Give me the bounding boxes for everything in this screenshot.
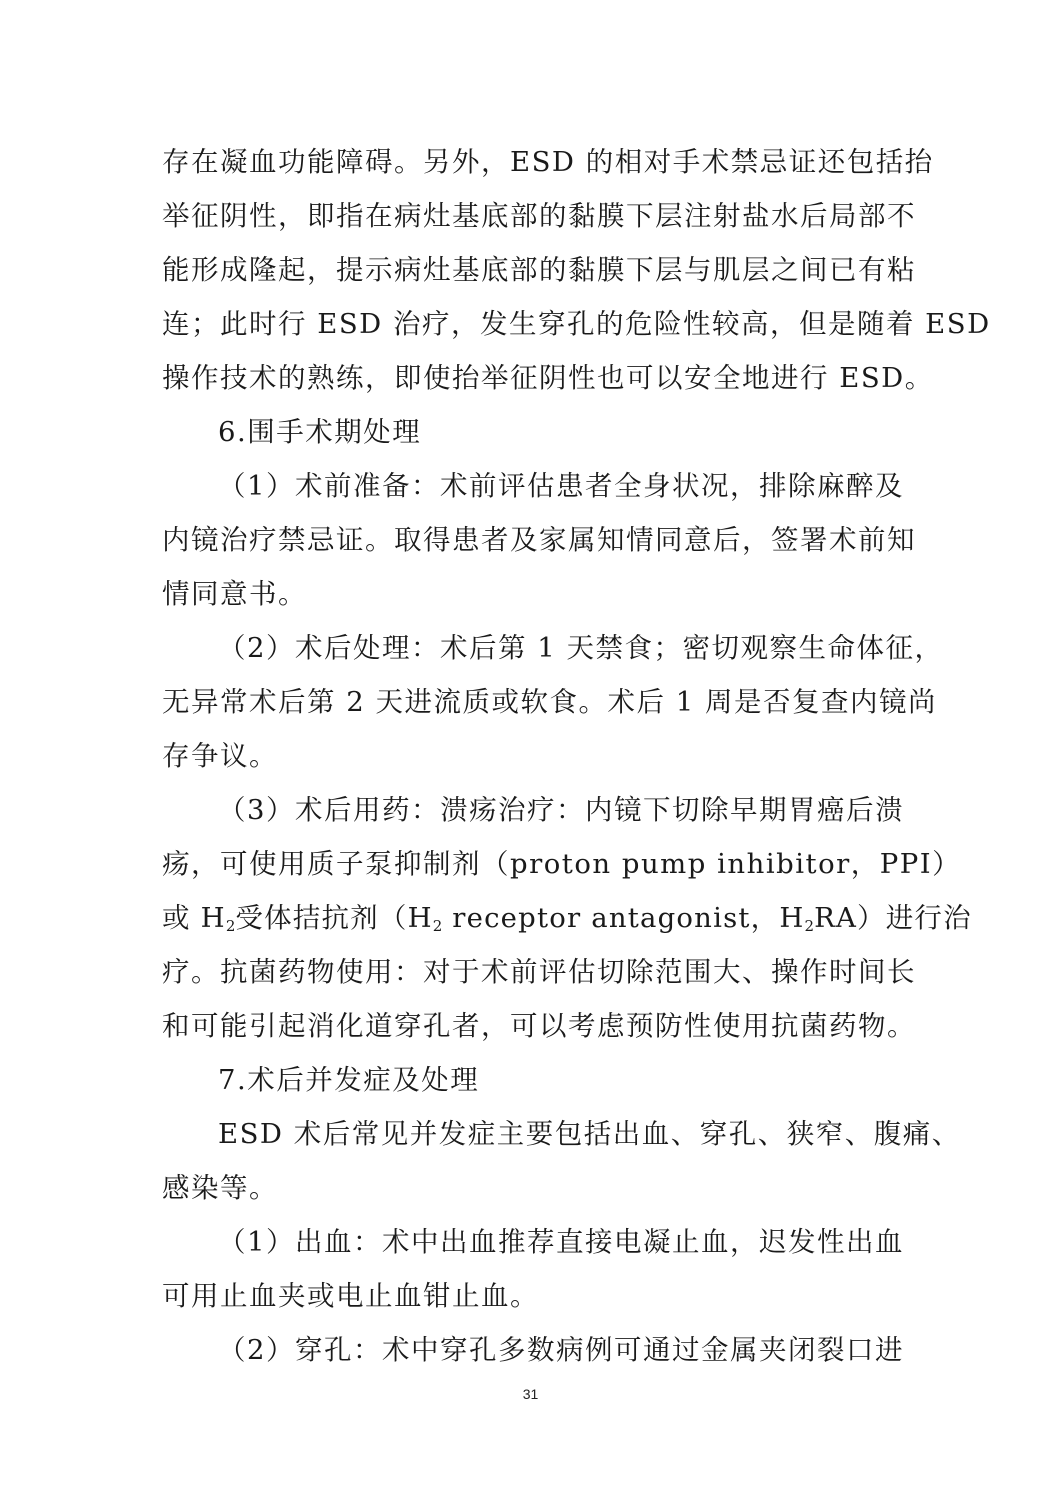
body-text-line: 可用止血夹或电止血钳止血。 <box>162 1280 539 1312</box>
body-text-line: 疗。抗菌药物使用：对于术前评估切除范围大、操作时间长 <box>162 956 916 988</box>
body-text-line: （1）出血：术中出血推荐直接电凝止血，迟发性出血 <box>218 1226 904 1258</box>
body-text-line: 连；此时行 ESD 治疗，发生穿孔的危险性较高，但是随着 ESD <box>162 308 991 340</box>
body-text-line: 无异常术后第 2 天进流质或软食。术后 1 周是否复查内镜尚 <box>162 686 937 718</box>
body-text-line: 存争议。 <box>162 740 278 772</box>
body-text-line: 能形成隆起，提示病灶基底部的黏膜下层与肌层之间已有粘 <box>162 254 916 286</box>
body-text-line: 存在凝血功能障碍。另外，ESD 的相对手术禁忌证还包括抬 <box>162 146 934 178</box>
body-text-line: （2）术后处理：术后第 1 天禁食；密切观察生命体征， <box>218 632 944 664</box>
body-text-line: 感染等。 <box>162 1172 278 1204</box>
text-segment: 或 H <box>162 902 226 934</box>
subscript: 2 <box>804 917 815 935</box>
section-heading: 6.围手术期处理 <box>218 416 422 448</box>
text-segment: 受体拮抗剂（H <box>235 902 433 934</box>
text-segment: RA）进行治 <box>814 902 972 934</box>
subscript: 2 <box>432 917 443 935</box>
body-text-line: 和可能引起消化道穿孔者，可以考虑预防性使用抗菌药物。 <box>162 1010 916 1042</box>
section-heading: 7.术后并发症及处理 <box>218 1064 480 1096</box>
body-text-line: ESD 术后常见并发症主要包括出血、穿孔、狭窄、腹痛、 <box>218 1118 961 1150</box>
body-text-line: 疡，可使用质子泵抑制剂（proton pump inhibitor，PPI） <box>162 848 962 880</box>
body-text-line: （1）术前准备：术前评估患者全身状况，排除麻醉及 <box>218 470 904 502</box>
body-text-line: 情同意书。 <box>162 578 307 610</box>
page-number: 31 <box>522 1386 539 1402</box>
body-text-line: （2）穿孔：术中穿孔多数病例可通过金属夹闭裂口进 <box>218 1334 904 1366</box>
body-text-line: 举征阴性，即指在病灶基底部的黏膜下层注射盐水后局部不 <box>162 200 916 232</box>
text-segment: receptor antagonist，H <box>442 902 805 934</box>
body-text-line: 操作技术的熟练，即使抬举征阴性也可以安全地进行 ESD。 <box>162 362 934 394</box>
body-text-line: （3）术后用药：溃疡治疗：内镜下切除早期胃癌后溃 <box>218 794 904 826</box>
body-text-line-with-subscripts <box>162 898 972 946</box>
body-text-line: 内镜治疗禁忌证。取得患者及家属知情同意后，签署术前知 <box>162 524 916 556</box>
subscript: 2 <box>225 917 236 935</box>
